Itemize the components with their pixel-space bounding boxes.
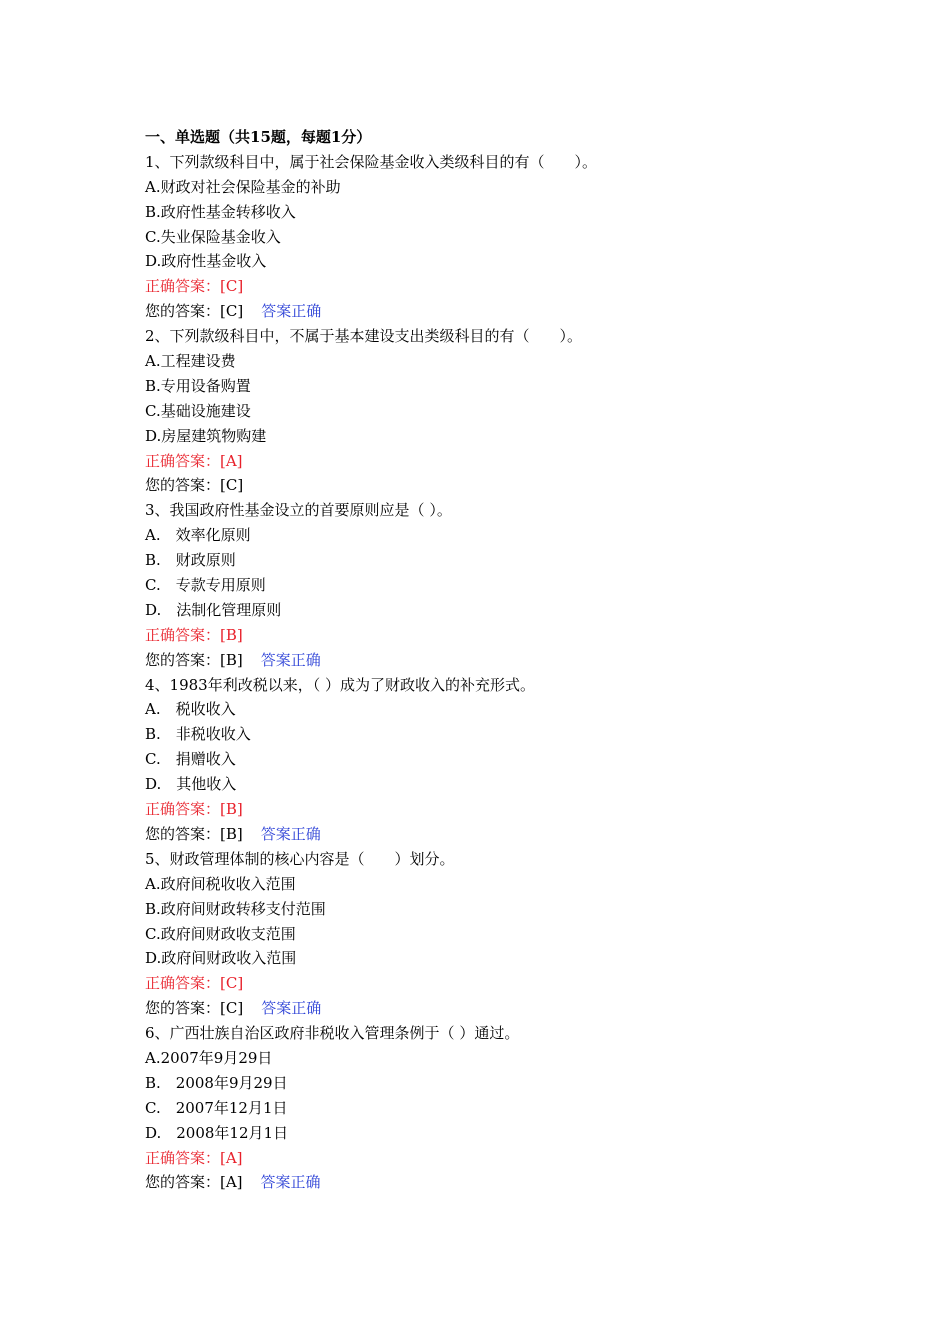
section-title: 一、单选题（共15题，每题1分） [145, 128, 372, 146]
question-stem: 5、财政管理体制的核心内容是（ ）划分。 [145, 849, 455, 868]
option-a: A. 效率化原则 [145, 526, 251, 545]
option-b: B. 2008年9月29日 [145, 1073, 288, 1092]
exam-document [145, 125, 845, 1195]
question-4 [145, 673, 845, 847]
option-d: D. 2008年12月1日 [145, 1123, 289, 1142]
answer-status: 答案正确 [260, 650, 321, 669]
answer-status: 答案正确 [261, 999, 322, 1018]
question-5 [145, 847, 845, 1021]
option-a: A. 税收收入 [145, 700, 236, 719]
your-answer-row [145, 1170, 845, 1195]
question-stem: 3、我国政府性基金设立的首要原则应是（ ）。 [145, 501, 452, 520]
option-a: A.工程建设费 [145, 352, 236, 371]
answer-status: 答案正确 [261, 302, 322, 321]
correct-answer: 正确答案：[B] [145, 800, 243, 819]
question-1 [145, 150, 845, 324]
your-answer-row [145, 822, 845, 847]
your-answer: 您的答案：[C] [145, 476, 244, 495]
option-a: A.财政对社会保险基金的补助 [145, 177, 341, 196]
correct-answer: 正确答案：[B] [145, 625, 243, 644]
option-d: D. 法制化管理原则 [145, 600, 282, 619]
your-answer: 您的答案：[C] [145, 302, 244, 321]
option-d: D.政府性基金收入 [145, 252, 267, 271]
correct-answer: 正确答案：[C] [145, 277, 244, 296]
your-answer: 您的答案：[B] [145, 824, 243, 843]
correct-answer: 正确答案：[A] [145, 451, 243, 470]
option-b: B.专用设备购置 [145, 376, 251, 395]
your-answer: 您的答案：[B] [145, 650, 243, 669]
option-c: C.政府间财政收支范围 [145, 924, 296, 943]
option-c: C. 捐赠收入 [145, 750, 236, 769]
option-a: A.政府间税收收入范围 [145, 874, 296, 893]
question-stem: 6、广西壮族自治区政府非税收入管理条例于（ ）通过。 [145, 1024, 520, 1043]
question-stem: 2、下列款级科目中，不属于基本建设支出类级科目的有（ ）。 [145, 327, 583, 346]
answer-status: 答案正确 [260, 1173, 321, 1192]
question-6 [145, 1021, 845, 1195]
your-answer-row [145, 473, 845, 498]
option-c: C. 专款专用原则 [145, 576, 266, 595]
your-answer-row [145, 648, 845, 673]
your-answer: 您的答案：[A] [145, 1173, 243, 1192]
correct-answer: 正确答案：[C] [145, 974, 244, 993]
option-a: A.2007年9月29日 [145, 1048, 273, 1067]
your-answer-row [145, 299, 845, 324]
option-d: D.政府间财政收入范围 [145, 949, 297, 968]
your-answer-row [145, 996, 845, 1021]
your-answer: 您的答案：[C] [145, 999, 244, 1018]
question-stem: 1、下列款级科目中，属于社会保险基金收入类级科目的有（ ）。 [145, 152, 598, 171]
answer-status: 答案正确 [260, 824, 321, 843]
option-b: B. 财政原则 [145, 551, 236, 570]
option-b: B.政府性基金转移收入 [145, 202, 296, 221]
option-c: C.失业保险基金收入 [145, 227, 281, 246]
option-b: B.政府间财政转移支付范围 [145, 899, 326, 918]
option-c: C.基础设施建设 [145, 401, 251, 420]
option-d: D. 其他收入 [145, 775, 237, 794]
option-d: D.房屋建筑物购建 [145, 426, 267, 445]
option-c: C. 2007年12月1日 [145, 1098, 288, 1117]
question-stem: 4、1983年利改税以来，（ ）成为了财政收入的补充形式。 [145, 675, 535, 694]
option-b: B. 非税收收入 [145, 725, 251, 744]
question-2 [145, 324, 845, 498]
question-3 [145, 498, 845, 672]
correct-answer: 正确答案：[A] [145, 1148, 243, 1167]
